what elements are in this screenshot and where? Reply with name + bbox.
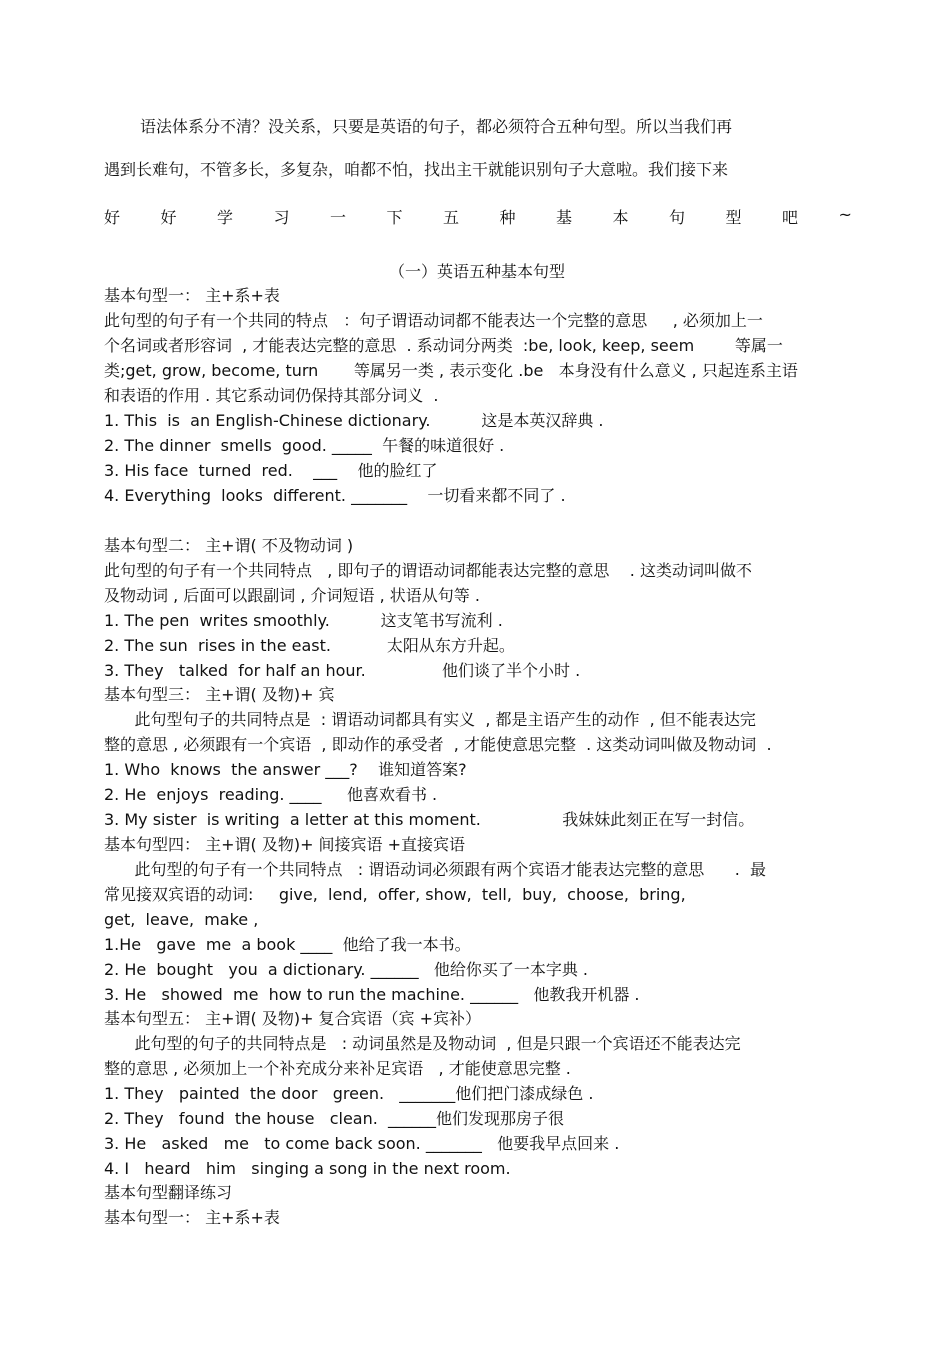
text-line: get, leave, make , <box>104 910 259 929</box>
intro-char: 基 <box>556 208 573 227</box>
text-line: 常见接双宾语的动词: give, lend, offer, show, tell, buy, choose, bring, <box>104 885 686 904</box>
intro-char: 好 <box>160 208 177 227</box>
intro-char: 吧 <box>782 208 799 227</box>
text-line: 1. The pen writes smoothly. 这支笔书写流利 . <box>104 611 503 630</box>
intro-char: 习 <box>273 208 290 227</box>
text-line: 1. They painted the door green. _______他们把门漆成绿色 . <box>104 1084 594 1103</box>
intro-char: 一 <box>330 208 347 227</box>
text-line: 此句型的句子有一个共同的特点 ：句子谓语动词都不能表达一个完整的意思 , 必须加上一 <box>104 311 763 330</box>
text-line: 3. My sister is writing a letter at this moment. 我妹妹此刻正在写一封信。 <box>104 810 755 829</box>
text-line: 2. The sun rises in the east. 太阳从东方升起。 <box>104 636 515 655</box>
text-line: 4. Everything looks different. _______ 一切看来都不同了 . <box>104 486 566 505</box>
text-line: 基本句型一： 主+系+表 <box>104 286 280 305</box>
text-line: 整的意思 , 必须加上一个补充成分来补足宾语 , 才能使意思完整 . <box>104 1059 571 1078</box>
text-line: 1. This is an English-Chinese dictionary. 这是本英汉辞典 . <box>104 411 604 430</box>
text-line: 1.He gave me a book ____ 他给了我一本书。 <box>104 935 471 954</box>
intro-paragraph-1: 语法体系分不清？没关系，只要是英语的句子，都必须符合五种句型。所以当我们再 <box>140 117 733 136</box>
section-title: （一）英语五种基本句型 <box>388 262 565 281</box>
text-line: 此句型的句子有一个共同特点 : 谓语动词必须跟有两个宾语才能表达完整的意思 . 最 <box>104 860 767 879</box>
intro-paragraph-2: 遇到长难句，不管多长，多复杂，咱都不怕，找出主干就能识别句子大意啦。我们接下来 <box>104 160 729 179</box>
text-line: 2. They found the house clean. ______他们发现那房子很 <box>104 1109 565 1128</box>
text-line: 此句型句子的共同特点是 : 谓语动词都具有实义 , 都是主语产生的动作 , 但不能表达完 <box>104 710 756 729</box>
text-line: 1. Who knows the answer ___? 谁知道答案? <box>104 760 467 779</box>
intro-paragraph-3 <box>104 205 852 228</box>
text-line: 基本句型二： 主+谓( 不及物动词 ) <box>104 536 354 555</box>
intro-char: 句 <box>669 208 686 227</box>
intro-char: 学 <box>217 208 234 227</box>
text-line: 基本句型一： 主+系+表 <box>104 1208 280 1227</box>
text-line: 3. He showed me how to run the machine. ______ 他教我开机器 . <box>104 985 640 1004</box>
text-line: 3. His face turned red. ___ 他的脸红了 <box>104 461 438 480</box>
text-line: 基本句型五： 主+谓( 及物)+ 复合宾语（宾 +宾补） <box>104 1009 482 1028</box>
intro-char: 好 <box>104 208 121 227</box>
text-line: 类;get, grow, become, turn 等属另一类 , 表示变化 .be 本身没有什么意义 , 只起连系主语 <box>104 361 798 380</box>
intro-char: 五 <box>443 208 460 227</box>
text-line: 2. He bought you a dictionary. ______ 他给你买了一本字典 . <box>104 960 588 979</box>
text-line: 和表语的作用 . 其它系动词仍保持其部分词义 . <box>104 386 439 405</box>
intro-char: 下 <box>386 208 403 227</box>
text-line: 4. I heard him singing a song in the next room. <box>104 1159 511 1178</box>
intro-char: ~ <box>838 205 852 224</box>
text-line: 3. They talked for half an hour. 他们谈了半个小时 . <box>104 661 581 680</box>
intro-char: 型 <box>725 208 742 227</box>
text-line: 2. He enjoys reading. ____ 他喜欢看书 . <box>104 785 438 804</box>
text-line: 基本句型翻译练习 <box>104 1183 233 1202</box>
text-line: 个名词或者形容词 , 才能表达完整的意思 . 系动词分两类 :be, look, keep, seem 等属一 <box>104 336 783 355</box>
text-line: 此句型的句子的共同特点是 : 动词虽然是及物动词 , 但是只跟一个宾语还不能表达完 <box>104 1034 741 1053</box>
intro-char: 本 <box>612 208 629 227</box>
text-line: 基本句型三： 主+谓( 及物)+ 宾 <box>104 685 335 704</box>
text-line: 及物动词 , 后面可以跟副词 , 介词短语 , 状语从句等 . <box>104 586 480 605</box>
text-line: 基本句型四： 主+谓( 及物)+ 间接宾语 +直接宾语 <box>104 835 466 854</box>
text-line: 3. He asked me to come back soon. _______ 他要我早点回来 . <box>104 1134 620 1153</box>
text-line: 此句型的句子有一个共同特点 , 即句子的谓语动词都能表达完整的意思 . 这类动词叫做不 <box>104 561 752 580</box>
text-line: 整的意思 , 必须跟有一个宾语 , 即动作的承受者 , 才能使意思完整 . 这类动词叫做及物动词 . <box>104 735 772 754</box>
text-line: 2. The dinner smells good. _____ 午餐的味道很好 . <box>104 436 505 455</box>
intro-char: 种 <box>499 208 516 227</box>
